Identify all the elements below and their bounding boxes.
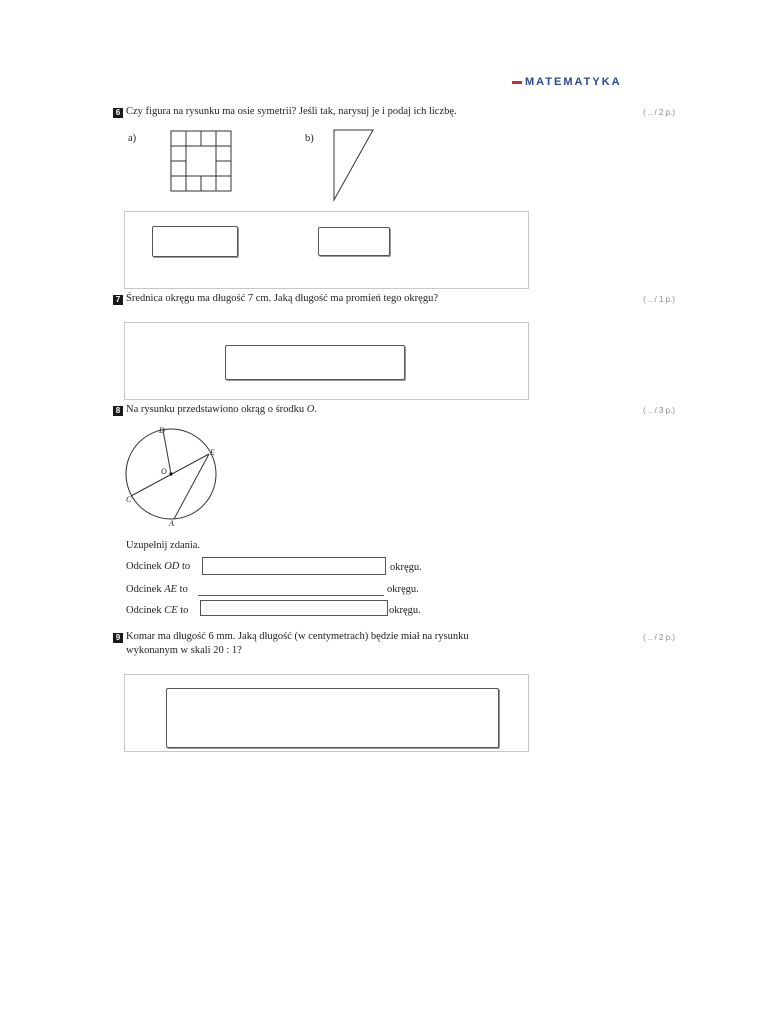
answer-field-9[interactable] [166, 688, 499, 748]
point-D-label: D [159, 426, 165, 435]
point-O-label: O [161, 467, 167, 476]
sentence-2-answer-line[interactable] [198, 594, 384, 596]
sentence-1-prefix [126, 561, 190, 572]
point-E-label: E [210, 448, 215, 457]
figure-b-triangle [330, 128, 376, 202]
sentence-3-segment: CE [164, 605, 178, 616]
point-A-label: A [169, 519, 174, 528]
sentence-1-mid: to [182, 561, 191, 572]
figure-a-label: a) [128, 133, 137, 144]
sentence-1-answer-field[interactable] [202, 557, 386, 575]
sentence-3-prefix [126, 605, 188, 616]
answer-field-7[interactable] [225, 345, 405, 380]
question-9-number: 9 [113, 633, 123, 643]
question-8-center-label: O [306, 404, 315, 415]
question-9-text-line1: Komar ma długość 6 mm. Jaką długość (w centymetrach) będzie miał na rysunku [126, 631, 469, 642]
point-C-label: C [126, 495, 132, 504]
sentence-2-word: Odcinek [126, 584, 162, 595]
sentence-1-word: Odcinek [126, 561, 162, 572]
brand-mark [512, 81, 522, 84]
sentence-2-prefix [126, 584, 188, 595]
question-8-text [126, 404, 317, 415]
sentence-1-segment: OD [164, 561, 180, 572]
sentence-1-suffix: okręgu. [390, 562, 422, 573]
sentence-2-mid: to [179, 584, 188, 595]
sentence-3-mid: to [180, 605, 189, 616]
sentence-3-answer-field[interactable] [200, 600, 388, 616]
figure-a-grid [170, 130, 232, 192]
question-7-text: Średnica okręgu ma długość 7 cm. Jaką długość ma promień tego okręgu? [126, 293, 438, 304]
question-8-text-suffix: . [314, 404, 318, 415]
question-6-points: ( .. / 2 p.) [643, 108, 676, 117]
question-8-text-prefix: Na rysunku przedstawiono okrąg o środku [126, 404, 305, 415]
answer-field-6b[interactable] [318, 227, 390, 256]
question-9-points: ( .. / 2 p.) [643, 633, 676, 642]
question-9-text-line2: wykonanym w skali 20 : 1? [126, 645, 242, 656]
brand-logo [512, 76, 692, 90]
question-8-instruction: Uzupełnij zdania. [126, 540, 201, 551]
figure-b-label: b) [305, 133, 314, 144]
question-7-number: 7 [113, 295, 123, 305]
question-6-number: 6 [113, 108, 123, 118]
sentence-2-suffix: okręgu. [387, 584, 419, 595]
sentence-3-word: Odcinek [126, 605, 162, 616]
question-8-points: ( .. / 3 p.) [643, 406, 676, 415]
sentence-3-suffix: okręgu. [389, 605, 421, 616]
sentence-2-segment: AE [164, 584, 178, 595]
answer-field-6a[interactable] [152, 226, 238, 257]
circle-diagram [118, 422, 228, 528]
brand-text: MATEMATYKA [525, 76, 622, 88]
question-7-points: ( .. / 1 p.) [643, 295, 676, 304]
question-6-text: Czy figura na rysunku ma osie symetrii? Jeśli tak, narysuj je i podaj ich liczbę. [126, 106, 457, 117]
question-8-number: 8 [113, 406, 123, 416]
